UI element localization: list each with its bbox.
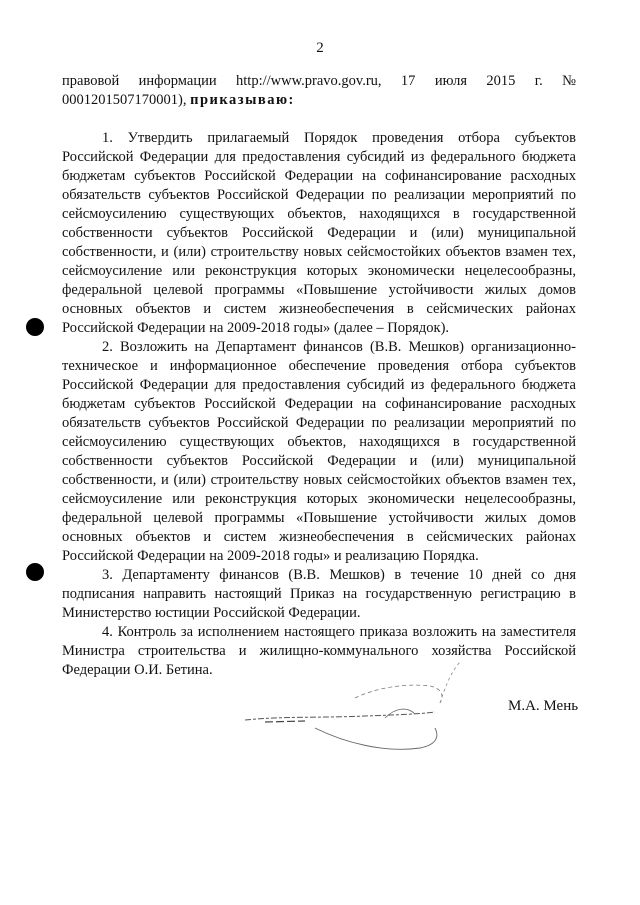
item-3: 3. Департаменту финансов (В.В. Мешков) в течение 10 дней со дня подписания направить настоящий Приказ на государственную регистрацию в Министерство юстиции Российской Федерации. xyxy=(62,567,576,621)
punch-hole-bottom xyxy=(26,563,44,581)
item-2: 2. Возложить на Департамент финансов (В.В. Мешков) организационно-техническое и информационное обеспечение проведения отбора субъектов Российской Федерации для предоставления субсидий из федерального бюджета бюджетам субъектов Российской Федерации на софинансирование расходных обязательств субъектов Российской Федерации по реализации мероприятий по сейсмоусилению существующих объектов, находящихся в государственной собственности субъектов Российской Федерации и (или) муниципальной собственности, и (или) строительству новых сейсмостойких объектов взамен тех, сейсмоусиление или реконструкция которых экономически нецелесообразны, федеральной целевой программы «Повышение устойчивости жилых домов основных объектов и систем жизнеобеспечения в сейсмических районах Российской Федерации на 2009-2018 годы» и реализацию Порядка. xyxy=(62,339,576,564)
page-number: 2 xyxy=(316,40,324,56)
order-word: приказываю: xyxy=(190,92,295,108)
item-1: 1. Утвердить прилагаемый Порядок проведения отбора субъектов Российской Федерации для предоставления субсидий из федерального бюджета бюджетам субъектов Российской Федерации на софинансирование расходных обязательств субъектов Российской Федерации по реализации мероприятий по сейсмоусилению существующих объектов, находящихся в государственной собственности субъектов Российской Федерации и (или) муниципальной собственности, и (или) строительству новых сейсмостойких объектов взамен тех, сейсмоусиление или реконструкция которых экономически нецелесообразны, федеральной целевой программы «Повышение устойчивости жилых домов основных объектов и систем жизнеобеспечения в сейсмических районах Российской Федерации на 2009-2018 годы» (далее – Порядок). xyxy=(62,130,576,336)
intro-text: правовой информации http://www.pravo.gov.ru, 17 июля 2015 г. № 0001201507170001), xyxy=(62,73,576,108)
signer-name: М.А. Мень xyxy=(508,698,579,714)
intro-paragraph xyxy=(62,72,576,110)
item-4: 4. Контроль за исполнением настоящего приказа возложить на заместителя Министра строительства и жилищно-коммунального хозяйства Российской Федерации О.И. Бетина. xyxy=(62,624,576,678)
handwritten-signature xyxy=(235,658,485,768)
document-body xyxy=(62,72,576,680)
punch-hole-top xyxy=(26,318,44,336)
